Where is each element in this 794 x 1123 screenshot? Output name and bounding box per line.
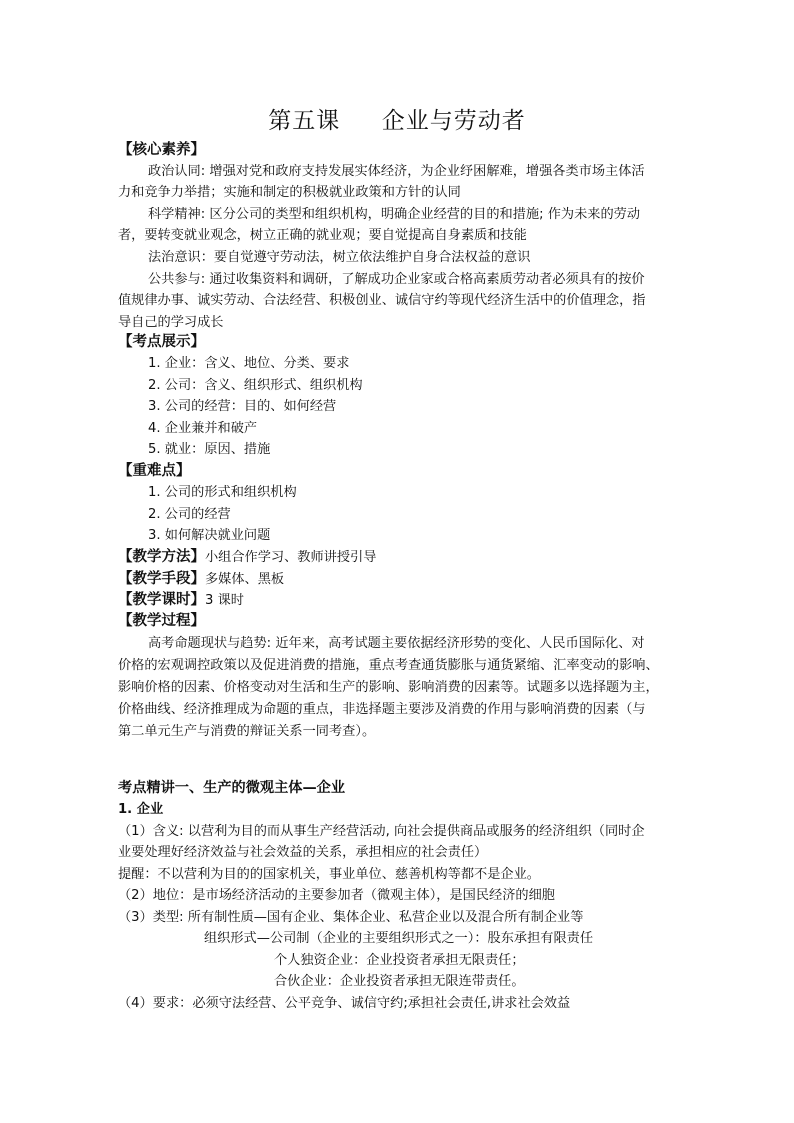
method-value: 小组合作学习、教师讲授引导 <box>205 550 377 565</box>
core-line: 值规律办事、诚实劳动、合法经营、积极创业、诚信守约等现代经济生活中的价值理念，指 <box>118 293 646 308</box>
method-label: 【教学方法】 <box>118 549 205 565</box>
points-item: 4. 企业兼并和破产 <box>148 421 258 436</box>
process-line: 价格的宏观调控政策以及促进消费的措施，重点考查通货膨胀与通货紧缩、汇率变动的影响、 <box>118 658 659 673</box>
process-line: 影响价格的因素、价格变动对生活和生产的影响、影响消费的因素等。试题多以选择题为主， <box>118 680 659 695</box>
core-line: 公共参与: 通过收集资料和调研，了解成功企业家或合格高素质劳动者必须具有的按价 <box>148 272 645 287</box>
section-heading: 考点精讲一、生产的微观主体—企业 <box>118 780 346 796</box>
section-line: 个人独资企业：企业投资者承担无限责任； <box>274 953 525 968</box>
process-line: 第二单元生产与消费的辩证关系一同考查）。 <box>118 724 376 739</box>
core-line: 力和竞争力举措；实施和制定的积极就业政策和方针的认同 <box>118 185 461 200</box>
points-item: 1. 企业：含义、地位、分类、要求 <box>148 356 350 371</box>
process-heading: 【教学过程】 <box>118 613 205 629</box>
section-subheading: 1. 企业 <box>118 802 164 817</box>
process-line: 价格曲线、经济推理成为命题的重点，非选择题主要涉及消费的作用与影响消费的因素（与 <box>118 702 646 717</box>
section-line: （4）要求：必须守法经营、公平竞争、诚信守约;承担社会责任,讲求社会效益 <box>118 996 571 1011</box>
hours-label: 【教学课时】 <box>118 592 205 608</box>
hours-row <box>118 589 698 612</box>
method-row <box>118 546 698 569</box>
key-item: 2. 公司的经营 <box>148 507 231 522</box>
points-item: 5. 就业：原因、措施 <box>148 442 271 457</box>
means-label: 【教学手段】 <box>118 571 205 587</box>
section-line: （3）类型: 所有制性质—国有企业、集体企业、私营企业以及混合所有制企业等 <box>118 910 584 925</box>
lesson-title: 第五课 企业与劳动者 <box>268 108 526 134</box>
core-heading: 【核心素养】 <box>118 142 205 158</box>
section-line: 提醒：不以营利为目的的国家机关，事业单位、慈善机构等都不是企业。 <box>118 867 540 882</box>
points-item: 3. 公司的经营：目的、如何经营 <box>148 399 337 414</box>
points-item: 2. 公司：含义、组织形式、组织机构 <box>148 378 363 393</box>
section-line: （2）地位：是市场经济活动的主要参加者（微观主体），是国民经济的细胞 <box>118 888 555 903</box>
core-line: 科学精神: 区分公司的类型和组织机构，明确企业经营的目的和措施; 作为未来的劳动 <box>148 207 641 222</box>
section-line: 业要处理好经济效益与社会效益的关系，承担相应的社会责任） <box>118 845 488 860</box>
points-heading: 【考点展示】 <box>118 334 205 350</box>
means-value: 多媒体、黑板 <box>205 572 285 587</box>
key-item: 3. 如何解决就业问题 <box>148 528 271 543</box>
key-heading: 【重难点】 <box>118 463 191 479</box>
section-line: 合伙企业：企业投资者承担无限连带责任。 <box>274 974 525 989</box>
section-line: 组织形式—公司制（企业的主要组织形式之一）：股东承担有限责任 <box>204 931 594 946</box>
process-line: 高考命题现状与趋势: 近年来，高考试题主要依据经济形势的变化、人民币国际化、对 <box>148 636 645 651</box>
core-line: 法治意识：要自觉遵守劳动法，树立依法维护自身合法权益的意识 <box>148 250 531 265</box>
means-row <box>118 568 698 591</box>
key-item: 1. 公司的形式和组织机构 <box>148 485 297 500</box>
core-line: 政治认同: 增强对党和政府支持发展实体经济，为企业纾困解难，增强各类市场主体活 <box>148 164 645 179</box>
section-line: （1）含义: 以营利为目的而从事生产经营活动, 向社会提供商品或服务的经济组织（同时企 <box>118 824 645 839</box>
hours-value: 3 课时 <box>205 593 244 608</box>
core-line: 导自己的学习成长 <box>118 315 224 330</box>
core-line: 者，要转变就业观念，树立正确的就业观；要自觉提高自身素质和技能 <box>118 228 527 243</box>
